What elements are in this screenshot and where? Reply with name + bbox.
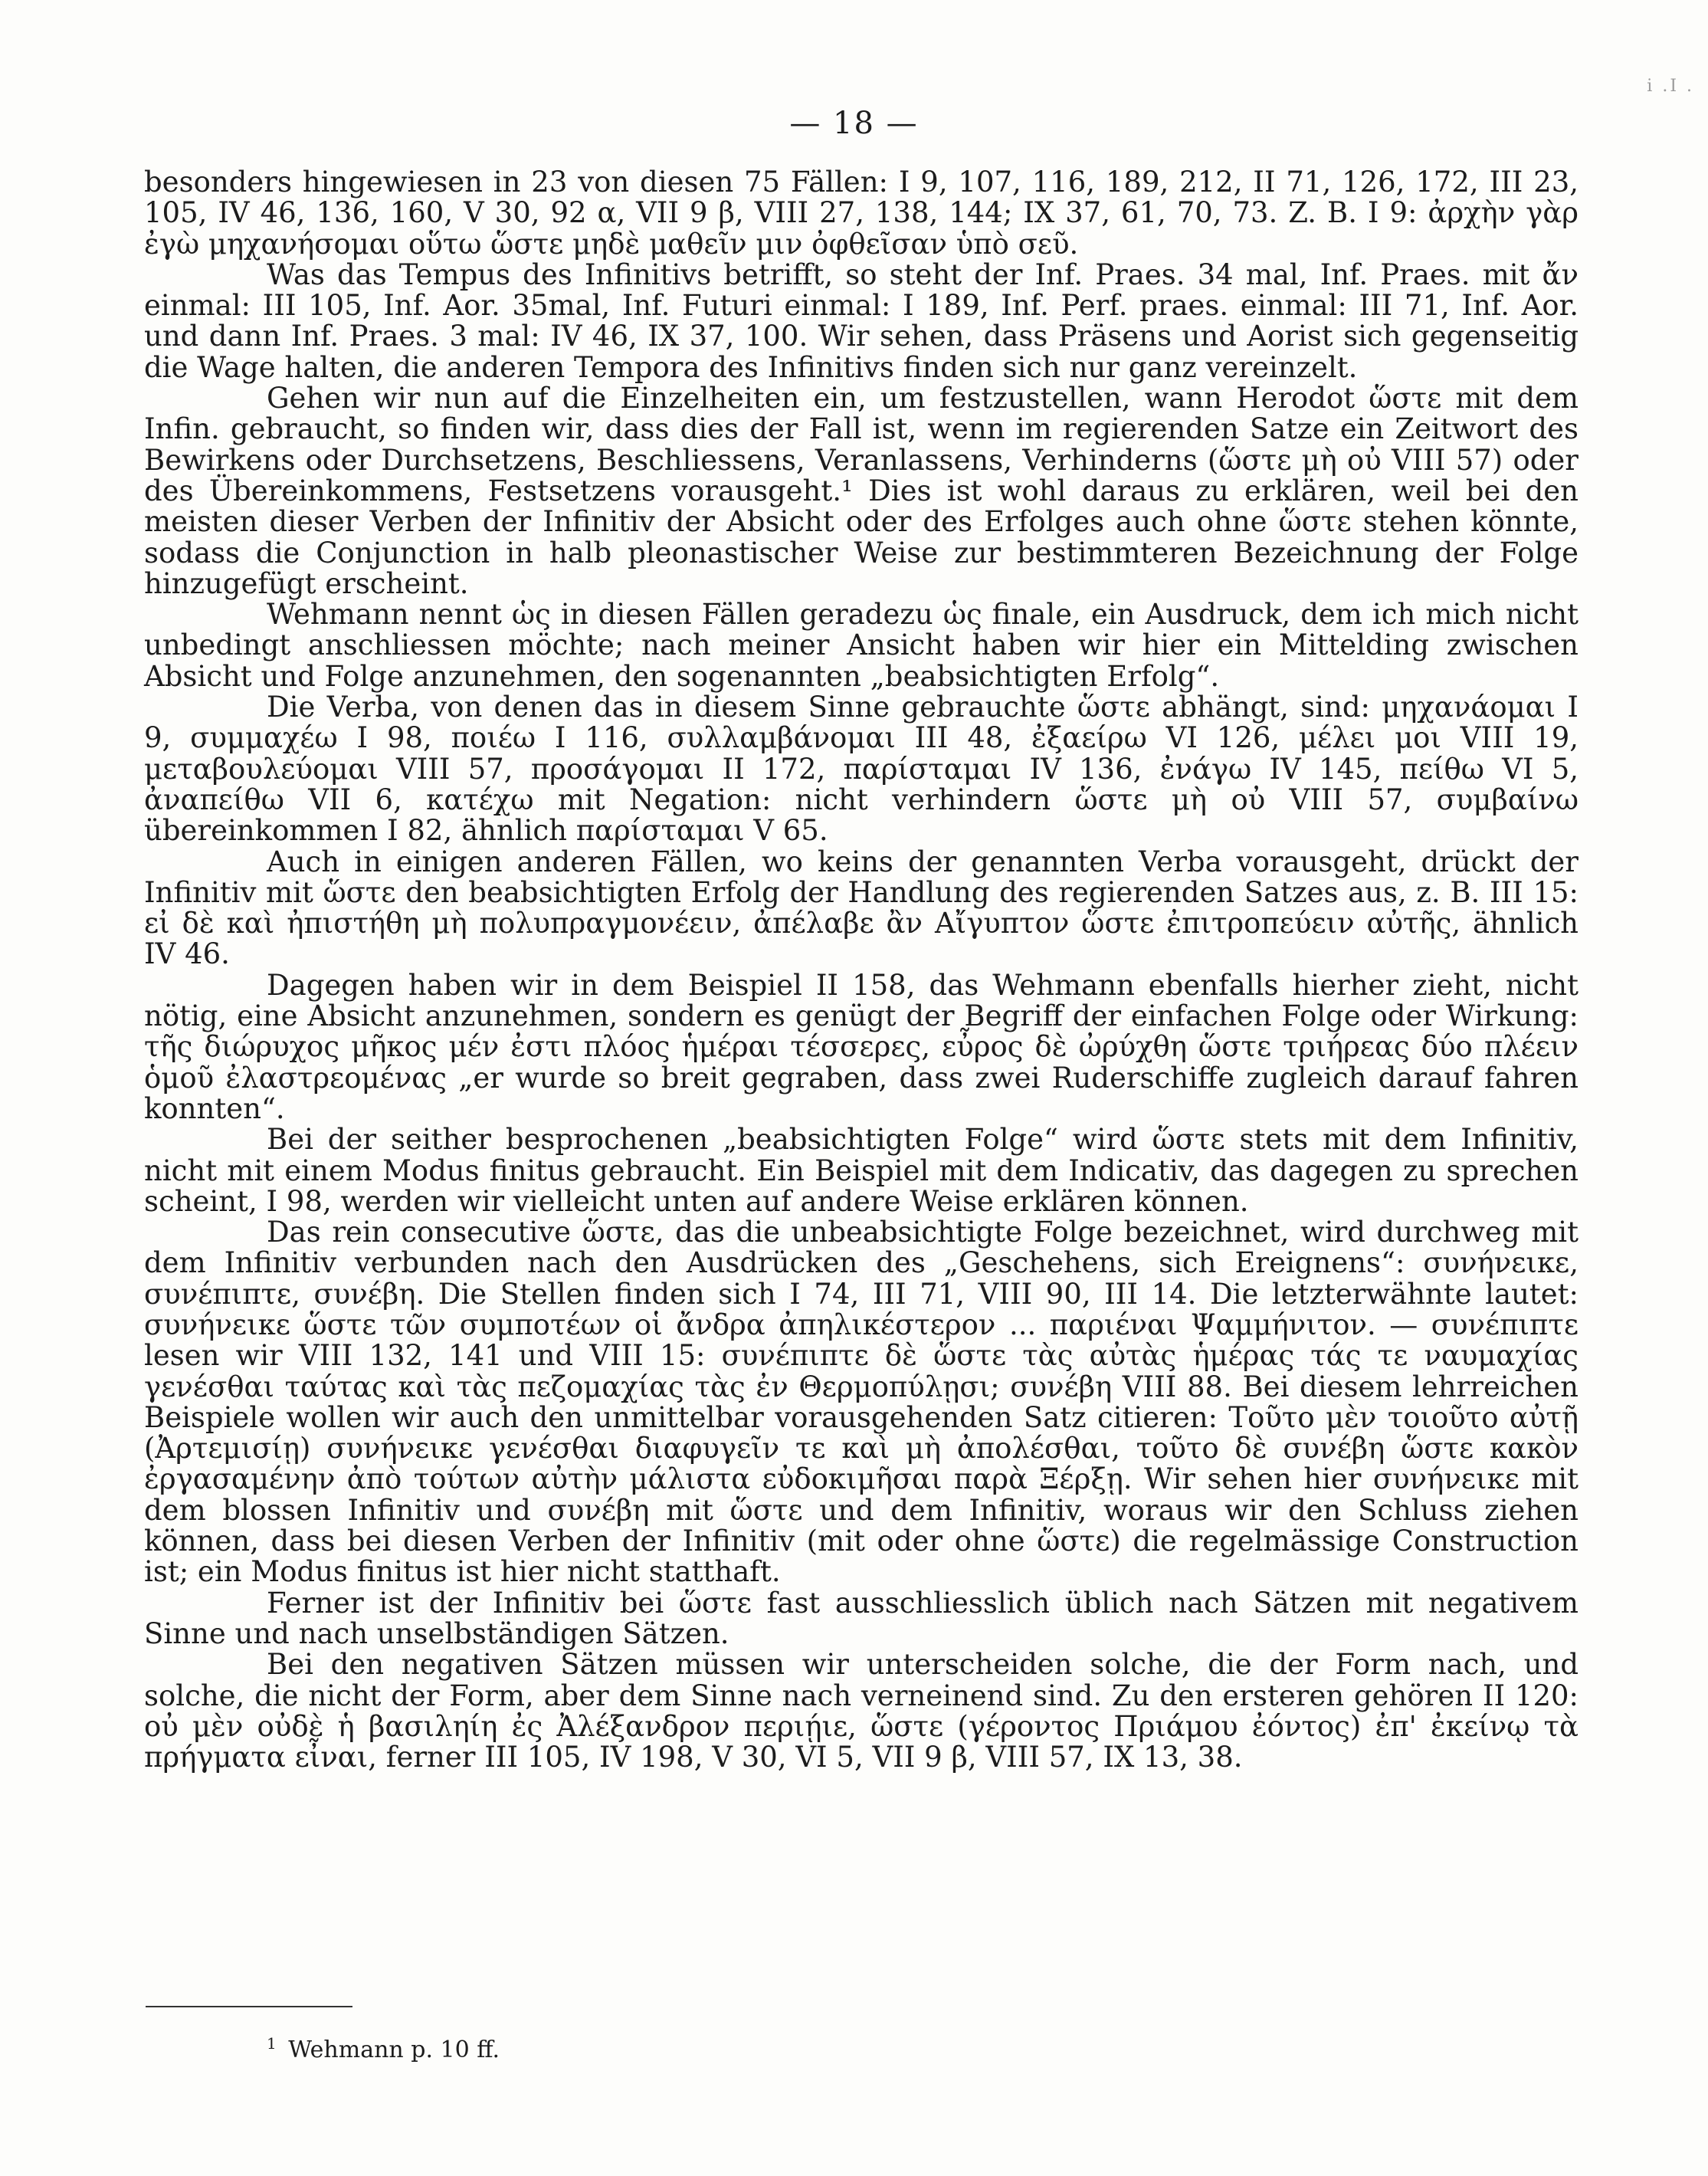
paragraph-5: Die Verba, von denen das in diesem Sinne gebrauchte ὥστε abhängt, sind: μηχανάομαι I 9, συμμαχέω I 98, ποιέω I 116, συλλαμβάνομαι III 48, ἐξαείρω VI 126, μέλει μοι VIII 19, μεταβουλεύομαι VIII 57, προσάγομαι II 172, παρίσταμαι IV 136, ἐνάγω IV 145, πείθω VI 5, ἀναπείθω VII 6, κατέχω mit Negation: nicht verhindern ὥστε μὴ οὐ VIII 57, συμβαίνω übereinkommen I 82, ähnlich παρίσταμαι V 65. — [144, 691, 1579, 848]
footnote-divider — [146, 2006, 352, 2007]
paragraph-8: Bei der seither besprochenen „beabsichtigten Folge“ wird ὥστε stets mit dem Infinitiv, nicht mit einem Modus finitus gebraucht. Ein Beispiel mit dem Indicativ, das dagegen zu sprechen scheint, I 98, werden wir vielleicht unten auf andere Weise erklären können. — [144, 1123, 1579, 1218]
paragraph-10: Ferner ist der Infinitiv bei ὥστε fast ausschliesslich üblich nach Sätzen mit negativem Sinne und nach unselbständigen Sätzen. — [144, 1586, 1579, 1650]
paragraph-6: Auch in einigen anderen Fällen, wo keins der genannten Verba vorausgeht, drückt der Infinitiv mit ὥστε den beabsichtigten Erfolg der Handlung des regierenden Satzes aus, z. B. III 15: εἰ δὲ καὶ ἠπιστήθη μὴ πολυπραγμονέειν, ἀπέλαβε ἂν Αἴγυπτον ὥστε ἐπιτροπεύειν αὐτῆς, ähnlich IV 46. — [144, 845, 1579, 971]
paragraph-3: Gehen wir nun auf die Einzelheiten ein, um festzustellen, wann Herodot ὥστε mit dem Infin. gebraucht, so finden wir, dass dies der Fall ist, wenn im regierenden Satze ein Zeitwort des Bewirkens oder Durchsetzens, Beschliessens, Veranlassens, Verhinderns (ὥστε μὴ οὐ VIII 57) oder des Übereinkommens, Festsetzens vorausgeht.¹ Dies ist wohl daraus zu erklären, weil bei den meisten dieser Verben der Infinitiv der Absicht oder des Erfolges auch ohne ὥστε stehen könnte, sodass die Conjunction in halb pleonastischer Weise zur bestimmteren Bezeichnung der Folge hinzugefügt erscheint. — [144, 382, 1579, 600]
scan-corner-mark: i .I . — [1647, 77, 1694, 96]
paragraph-11: Bei den negativen Sätzen müssen wir unterscheiden solche, die der Form nach, und solche, die nicht der Form, aber dem Sinne nach verneinend sind. Zu den ersteren gehören II 120: οὐ μὲν οὐδὲ ἡ βασιληίη ἐς Ἀλέξανδρον περιῄιε, ὥστε (γέροντος Πριάμου ἐόντος) ἐπ' ἐκείνῳ τὰ πρήγματα εἶναι, ferner III 105, IV 198, V 30, VI 5, VII 9 β, VIII 57, IX 13, 38. — [144, 1648, 1579, 1774]
footnote — [267, 2030, 500, 2064]
page-number: — 18 — — [789, 106, 919, 141]
footnote-text: Wehmann p. 10 ff. — [288, 2037, 500, 2063]
body-text — [144, 167, 1579, 1773]
paragraph-1: besonders hingewiesen in 23 von diesen 75 Fällen: I 9, 107, 116, 189, 212, II 71, 126, 172, III 23, 105, IV 46, 136, 160, V 30, 92 α, VII 9 β, VIII 27, 138, 144; IX 37, 61, 70, 73. Z. B. I 9: ἀρχὴν γὰρ ἐγὼ μηχανήσομαι οὕτω ὥστε μηδὲ μαθεῖν μιν ὀφθεῖσαν ὑπὸ σεῦ. — [144, 166, 1579, 261]
paragraph-7: Dagegen haben wir in dem Beispiel II 158, das Wehmann ebenfalls hierher zieht, nicht nötig, eine Absicht anzunehmen, sondern es genügt der Begriff der einfachen Folge oder Wirkung: τῆς διώρυχος μῆκος μέν ἐστι πλόος ἡμέραι τέσσερες, εὖρος δὲ ὠρύχθη ὥστε τριήρεας δύο πλέειν ὁμοῦ ἐλαστρεομένας „er wurde so breit gegraben, dass zwei Ruderschiffe zugleich darauf fahren konnten“. — [144, 968, 1579, 1125]
paragraph-9: Das rein consecutive ὥστε, das die unbeabsichtigte Folge bezeichnet, wird durchweg mit dem Infinitiv verbunden nach den Ausdrücken des „Geschehens, sich Ereignens“: συνήνεικε, συνέπιπτε, συνέβη. Die Stellen finden sich I 74, III 71, VIII 90, III 14. Die letzterwähnte lautet: συνήνεικε ὥστε τῶν συμποτέων οἱ ἄνδρα ἀπηλικέστερον ... παριέναι Ψαμμήνιτον. — συνέπιπτε lesen wir VIII 132, 141 und VIII 15: συνέπιπτε δὲ ὥστε τὰς αὐτὰς ἡμέρας τάς τε ναυμαχίας γενέσθαι ταύτας καὶ τὰς πεζομαχίας τὰς ἐν Θερμοπύλῃσι; συνέβη VIII 88. Bei diesem lehrreichen Beispiele wollen wir auch den unmittelbar vorausgehenden Satz citieren: Τοῦτο μὲν τοιοῦτο αὐτῇ (Ἀρτεμισίῃ) συνήνεικε γενέσθαι διαφυγεῖν τε καὶ μὴ ἀπολέσθαι, τοῦτο δὲ συνέβη ὥστε κακὸν ἐργασαμένην ἀπὸ τούτων αὐτὴν μάλιστα εὐδοκιμῆσαι παρὰ Ξέρξῃ. Wir sehen hier συνήνεικε mit dem blossen Infinitiv und συνέβη mit ὥστε und dem Infinitiv, woraus wir den Schluss ziehen können, dass bei diesen Verben der Infinitiv (mit oder ohne ὥστε) die regelmässige Construction ist; ein Modus finitus ist hier nicht statthaft. — [144, 1216, 1579, 1589]
paragraph-2: Was das Tempus des Infinitivs betrifft, so steht der Inf. Praes. 34 mal, Inf. Praes. mit ἄν einmal: III 105, Inf. Aor. 35mal, Inf. Futuri einmal: I 189, Inf. Perf. praes. einmal: III 71, Inf. Aor. und dann Inf. Praes. 3 mal: IV 46, IX 37, 100. Wir sehen, dass Präsens und Aorist sich gegenseitig die Wage halten, die anderen Tempora des Infinitivs finden sich nur ganz vereinzelt. — [144, 258, 1579, 384]
footnote-marker: 1 — [267, 2034, 277, 2053]
paragraph-4: Wehmann nennt ὡς in diesen Fällen geradezu ὡς finale, ein Ausdruck, dem ich mich nicht unbedingt anschliessen möchte; nach meiner Ansicht haben wir hier ein Mittelding zwischen Absicht und Folge anzunehmen, den sogenannten „beabsichtigten Erfolg“. — [144, 598, 1579, 693]
